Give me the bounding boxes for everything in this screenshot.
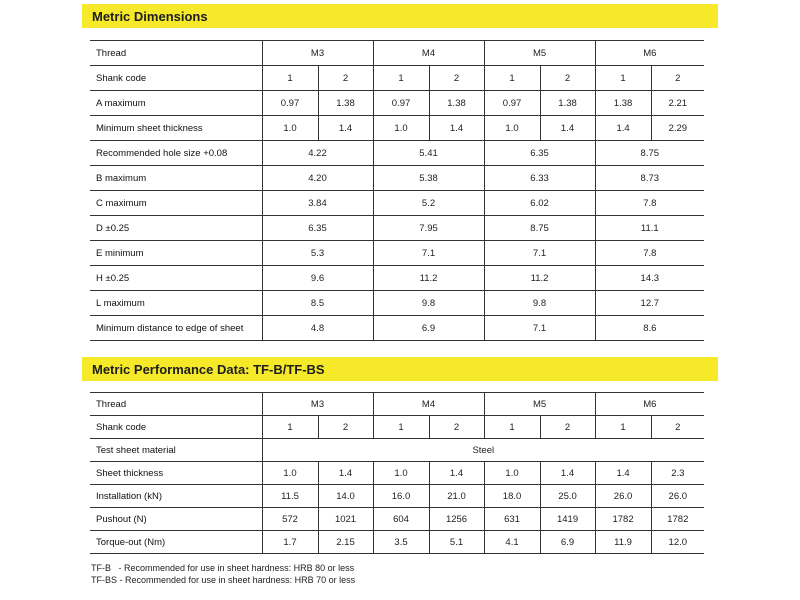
value-cell: 11.2: [373, 266, 484, 291]
shank-code-cell: 2: [540, 66, 595, 91]
value-cell: 1.4: [540, 462, 595, 485]
metric-dimensions-table: [90, 40, 704, 341]
row-label: C maximum: [90, 191, 262, 216]
shank-code-cell: 1: [373, 66, 429, 91]
row-label: B maximum: [90, 166, 262, 191]
row-label: H ±0.25: [90, 266, 262, 291]
shank-code-cell: 1: [595, 66, 651, 91]
value-cell: 6.9: [373, 316, 484, 341]
value-cell: 3.84: [262, 191, 373, 216]
shank-code-cell: 1: [262, 66, 318, 91]
value-cell: 21.0: [429, 485, 484, 508]
row-label: Minimum distance to edge of sheet: [90, 316, 262, 341]
thread-row: [90, 393, 704, 416]
value-cell: 9.8: [484, 291, 595, 316]
value-cell: 4.1: [484, 531, 540, 554]
value-cell: 5.1: [429, 531, 484, 554]
value-cell: 26.0: [651, 485, 704, 508]
thread-header: M6: [595, 393, 704, 416]
value-cell: 8.75: [595, 141, 704, 166]
value-cell: 1256: [429, 508, 484, 531]
shank-code-cell: 1: [484, 66, 540, 91]
value-cell: 1.0: [484, 116, 540, 141]
footnote-tf-b: TF-B - Recommended for use in sheet hardness: HRB 80 or less: [91, 563, 355, 573]
value-cell: 1.4: [318, 116, 373, 141]
value-cell: 6.35: [262, 216, 373, 241]
value-cell: 25.0: [540, 485, 595, 508]
thread-header: M3: [262, 41, 373, 66]
section-title-performance-data: Metric Performance Data: TF-B/TF-BS: [82, 357, 718, 381]
table-row: [90, 266, 704, 291]
value-cell: 4.22: [262, 141, 373, 166]
value-cell: 7.1: [484, 241, 595, 266]
row-label: Torque-out (Nm): [90, 531, 262, 554]
row-label: Shank code: [90, 66, 262, 91]
thread-row: [90, 41, 704, 66]
value-cell: 604: [373, 508, 429, 531]
value-cell: 1.38: [595, 91, 651, 116]
thread-header: M6: [595, 41, 704, 66]
value-cell: 1.4: [595, 116, 651, 141]
value-cell: 1419: [540, 508, 595, 531]
value-cell: 1.4: [318, 462, 373, 485]
value-cell: 9.8: [373, 291, 484, 316]
value-cell: 1.4: [429, 116, 484, 141]
value-cell: 1.38: [540, 91, 595, 116]
value-cell: 12.0: [651, 531, 704, 554]
value-cell: 8.6: [595, 316, 704, 341]
value-cell: 1.4: [429, 462, 484, 485]
value-cell: 5.3: [262, 241, 373, 266]
table-row: [90, 316, 704, 341]
value-cell: 7.1: [484, 316, 595, 341]
row-label: Thread: [90, 393, 262, 416]
material-row: [90, 439, 704, 462]
row-label: E minimum: [90, 241, 262, 266]
value-cell: 1.38: [318, 91, 373, 116]
value-cell: 3.5: [373, 531, 429, 554]
value-cell: 16.0: [373, 485, 429, 508]
thread-header: M4: [373, 393, 484, 416]
value-cell: 1.0: [484, 462, 540, 485]
value-cell: 5.2: [373, 191, 484, 216]
value-cell: 12.7: [595, 291, 704, 316]
value-cell: 5.41: [373, 141, 484, 166]
performance-data-table: [90, 392, 704, 554]
shank-code-cell: 1: [595, 416, 651, 439]
value-cell: 11.1: [595, 216, 704, 241]
shank-code-row: [90, 66, 704, 91]
shank-code-cell: 2: [651, 66, 704, 91]
value-cell: 8.73: [595, 166, 704, 191]
row-label: Recommended hole size +0.08: [90, 141, 262, 166]
value-cell: 8.5: [262, 291, 373, 316]
row-label: L maximum: [90, 291, 262, 316]
value-cell: 6.35: [484, 141, 595, 166]
value-cell: 1.0: [373, 116, 429, 141]
value-cell: 2.3: [651, 462, 704, 485]
table-row: [90, 485, 704, 508]
value-cell: 8.75: [484, 216, 595, 241]
row-label: Installation (kN): [90, 485, 262, 508]
value-cell: 7.8: [595, 241, 704, 266]
row-label: Sheet thickness: [90, 462, 262, 485]
row-label: Shank code: [90, 416, 262, 439]
table-row: [90, 166, 704, 191]
value-cell: 2.15: [318, 531, 373, 554]
shank-code-row: [90, 416, 704, 439]
value-cell: 7.8: [595, 191, 704, 216]
value-cell: 1.0: [262, 116, 318, 141]
value-cell: 18.0: [484, 485, 540, 508]
value-cell: 0.97: [373, 91, 429, 116]
footnote-tf-bs: TF-BS - Recommended for use in sheet hardness: HRB 70 or less: [91, 574, 356, 585]
thread-header: M3: [262, 393, 373, 416]
value-cell: 7.1: [373, 241, 484, 266]
value-cell: 631: [484, 508, 540, 531]
table-row: [90, 141, 704, 166]
value-cell: 7.95: [373, 216, 484, 241]
table-row: [90, 531, 704, 554]
shank-code-cell: 1: [262, 416, 318, 439]
table-row: [90, 291, 704, 316]
material-value: Steel: [262, 439, 704, 462]
value-cell: 14.3: [595, 266, 704, 291]
value-cell: 6.02: [484, 191, 595, 216]
value-cell: 2.21: [651, 91, 704, 116]
value-cell: 0.97: [484, 91, 540, 116]
table-row: [90, 508, 704, 531]
row-label: Pushout (N): [90, 508, 262, 531]
value-cell: 0.97: [262, 91, 318, 116]
value-cell: 11.5: [262, 485, 318, 508]
table-row: [90, 462, 704, 485]
table-row: [90, 191, 704, 216]
section-title-metric-dimensions: Metric Dimensions: [82, 4, 718, 28]
row-label: Minimum sheet thickness: [90, 116, 262, 141]
value-cell: 6.9: [540, 531, 595, 554]
value-cell: 14.0: [318, 485, 373, 508]
value-cell: 4.8: [262, 316, 373, 341]
value-cell: 11.9: [595, 531, 651, 554]
value-cell: 1.4: [540, 116, 595, 141]
value-cell: 2.29: [651, 116, 704, 141]
shank-code-cell: 2: [429, 416, 484, 439]
shank-code-cell: 2: [540, 416, 595, 439]
table-row: [90, 116, 704, 141]
row-label: D ±0.25: [90, 216, 262, 241]
shank-code-cell: 2: [318, 416, 373, 439]
value-cell: 1782: [595, 508, 651, 531]
table-row: [90, 91, 704, 116]
row-label: Test sheet material: [90, 439, 262, 462]
value-cell: 1.38: [429, 91, 484, 116]
value-cell: 26.0: [595, 485, 651, 508]
value-cell: 1.7: [262, 531, 318, 554]
value-cell: 5.38: [373, 166, 484, 191]
thread-header: M4: [373, 41, 484, 66]
table-row: [90, 241, 704, 266]
value-cell: 6.33: [484, 166, 595, 191]
thread-header: M5: [484, 41, 595, 66]
value-cell: 11.2: [484, 266, 595, 291]
shank-code-cell: 1: [484, 416, 540, 439]
value-cell: 9.6: [262, 266, 373, 291]
shank-code-cell: 2: [651, 416, 704, 439]
thread-header: M5: [484, 393, 595, 416]
footnotes: [91, 563, 355, 586]
value-cell: 1021: [318, 508, 373, 531]
value-cell: 1.4: [595, 462, 651, 485]
value-cell: 4.20: [262, 166, 373, 191]
table-row: [90, 216, 704, 241]
shank-code-cell: 2: [318, 66, 373, 91]
value-cell: 1.0: [373, 462, 429, 485]
row-label: A maximum: [90, 91, 262, 116]
shank-code-cell: 2: [429, 66, 484, 91]
shank-code-cell: 1: [373, 416, 429, 439]
row-label: Thread: [90, 41, 262, 66]
value-cell: 1782: [651, 508, 704, 531]
value-cell: 1.0: [262, 462, 318, 485]
value-cell: 572: [262, 508, 318, 531]
